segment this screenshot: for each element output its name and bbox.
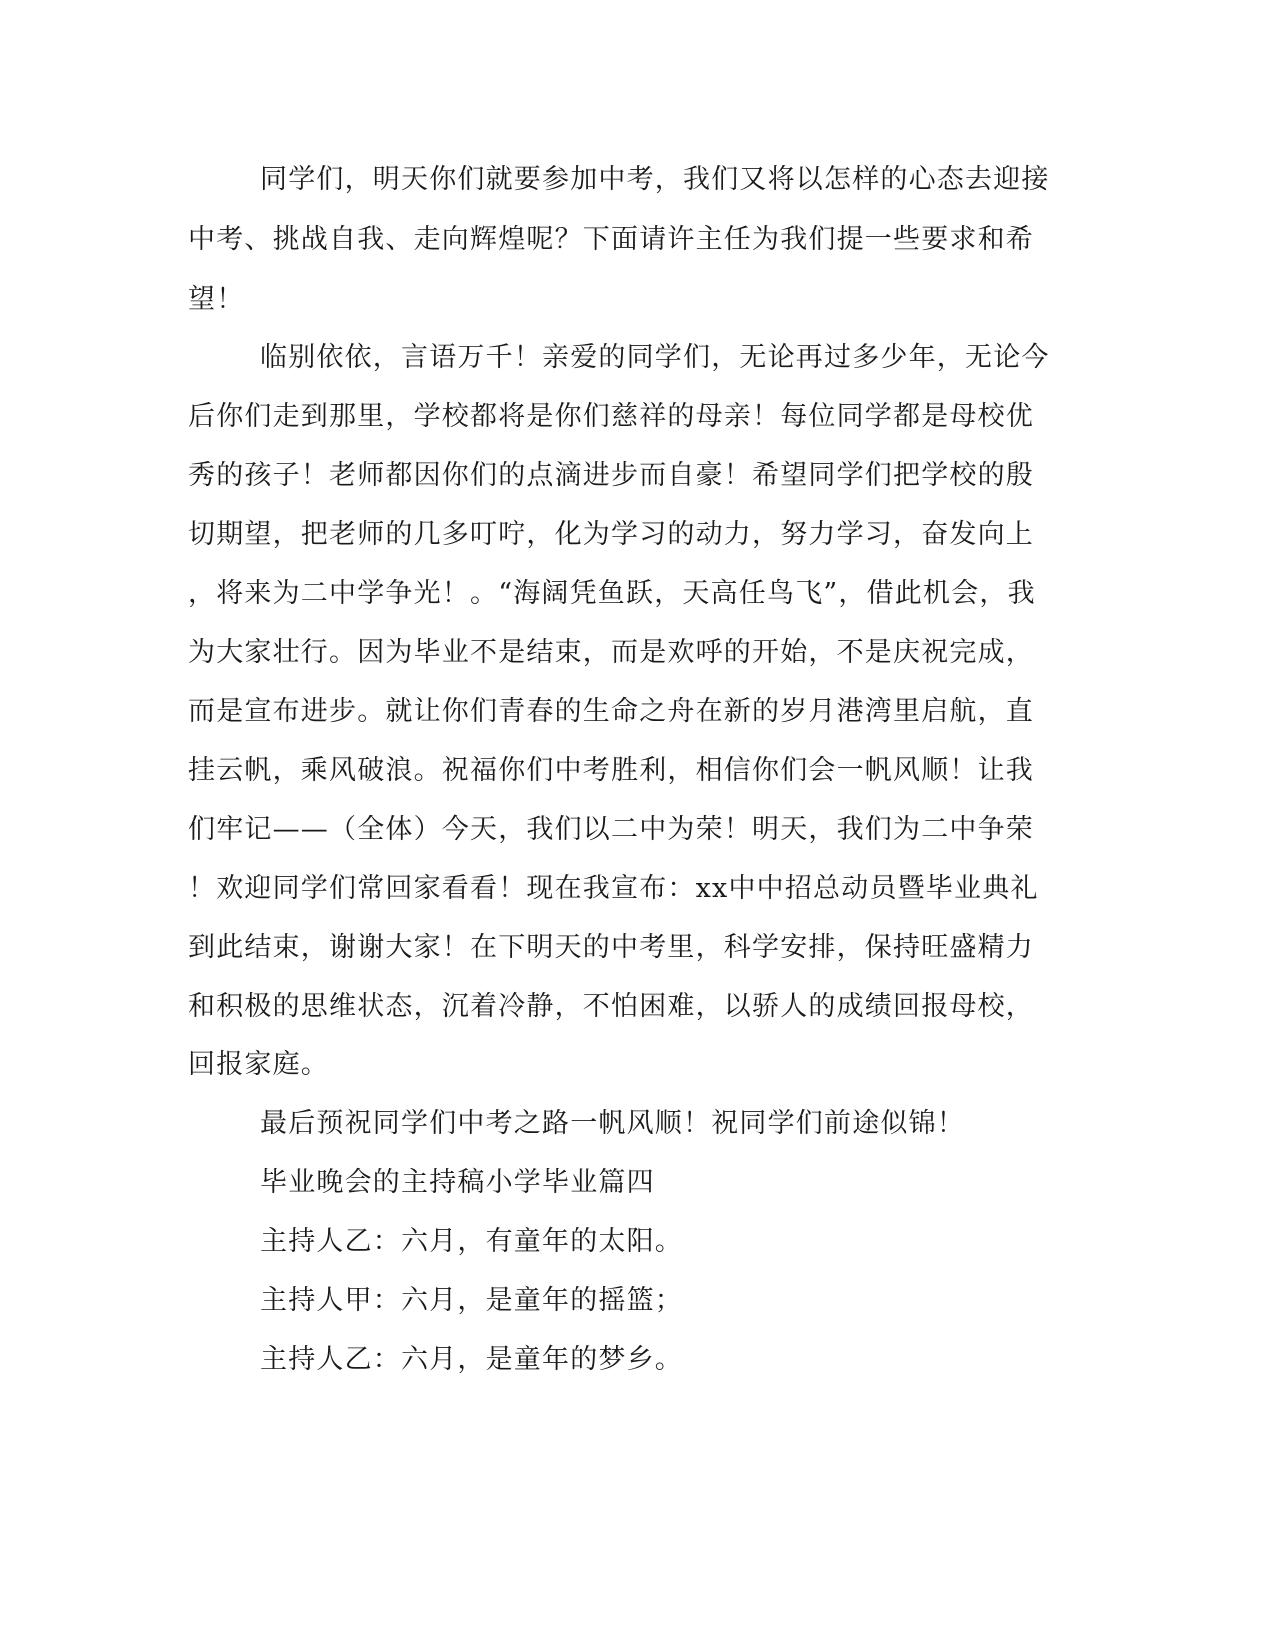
paragraph-1-line-3: 望！ [188, 284, 245, 315]
paragraph-2-line-7: 而是宣布进步。就让你们青春的生命之舟在新的岁月港湾里启航，直 [188, 696, 1034, 727]
paragraph-2-line-1: 临别依依，言语万千！亲爱的同学们，无论再过多少年，无论今 [260, 342, 1050, 373]
paragraph-2-line-3: 秀的孩子！老师都因你们的点滴进步而自豪！希望同学们把学校的殷 [188, 460, 1034, 491]
paragraph-2-line-10: ！欢迎同学们常回家看看！现在我宣布：xx中中招总动员暨毕业典礼 [188, 873, 1039, 904]
closing-wish-line: 最后预祝同学们中考之路一帆风顺！祝同学们前途似锦！ [260, 1108, 965, 1139]
paragraph-2-line-13: 回报家庭。 [188, 1049, 329, 1080]
paragraph-2-line-11: 到此结束，谢谢大家！在下明天的中考里，科学安排，保持旺盛精力 [188, 932, 1034, 963]
paragraph-2-line-5: ，将来为二中学争光！。“海阔凭鱼跃，天高任鸟飞”，借此机会，我 [188, 578, 1036, 609]
host-line-3: 主持人乙：六月，是童年的梦乡。 [260, 1344, 683, 1375]
paragraph-1-line-2: 中考、挑战自我、走向辉煌呢？下面请许主任为我们提一些要求和希 [188, 224, 1034, 255]
paragraph-2-line-6: 为大家壮行。因为毕业不是结束，而是欢呼的开始，不是庆祝完成， [188, 637, 1034, 668]
section-heading: 毕业晚会的主持稿小学毕业篇四 [260, 1167, 655, 1198]
paragraph-2-line-4: 切期望，把老师的几多叮咛，化为学习的动力，努力学习，奋发向上 [188, 519, 1034, 550]
host-line-1: 主持人乙：六月，有童年的太阳。 [260, 1226, 683, 1257]
paragraph-2-line-8: 挂云帆，乘风破浪。祝福你们中考胜利，相信你们会一帆风顺！让我 [188, 755, 1034, 786]
host-line-2: 主持人甲：六月，是童年的摇篮； [260, 1285, 683, 1316]
paragraph-2-line-12: 和积极的思维状态，沉着冷静，不怕困难，以骄人的成绩回报母校， [188, 991, 1034, 1022]
paragraph-2-line-9: 们牢记——（全体）今天，我们以二中为荣！明天，我们为二中争荣 [188, 814, 1034, 845]
paragraph-1-line-1: 同学们，明天你们就要参加中考，我们又将以怎样的心态去迎接 [260, 164, 1050, 195]
paragraph-2-line-2: 后你们走到那里，学校都将是你们慈祥的母亲！每位同学都是母校优 [188, 401, 1034, 432]
